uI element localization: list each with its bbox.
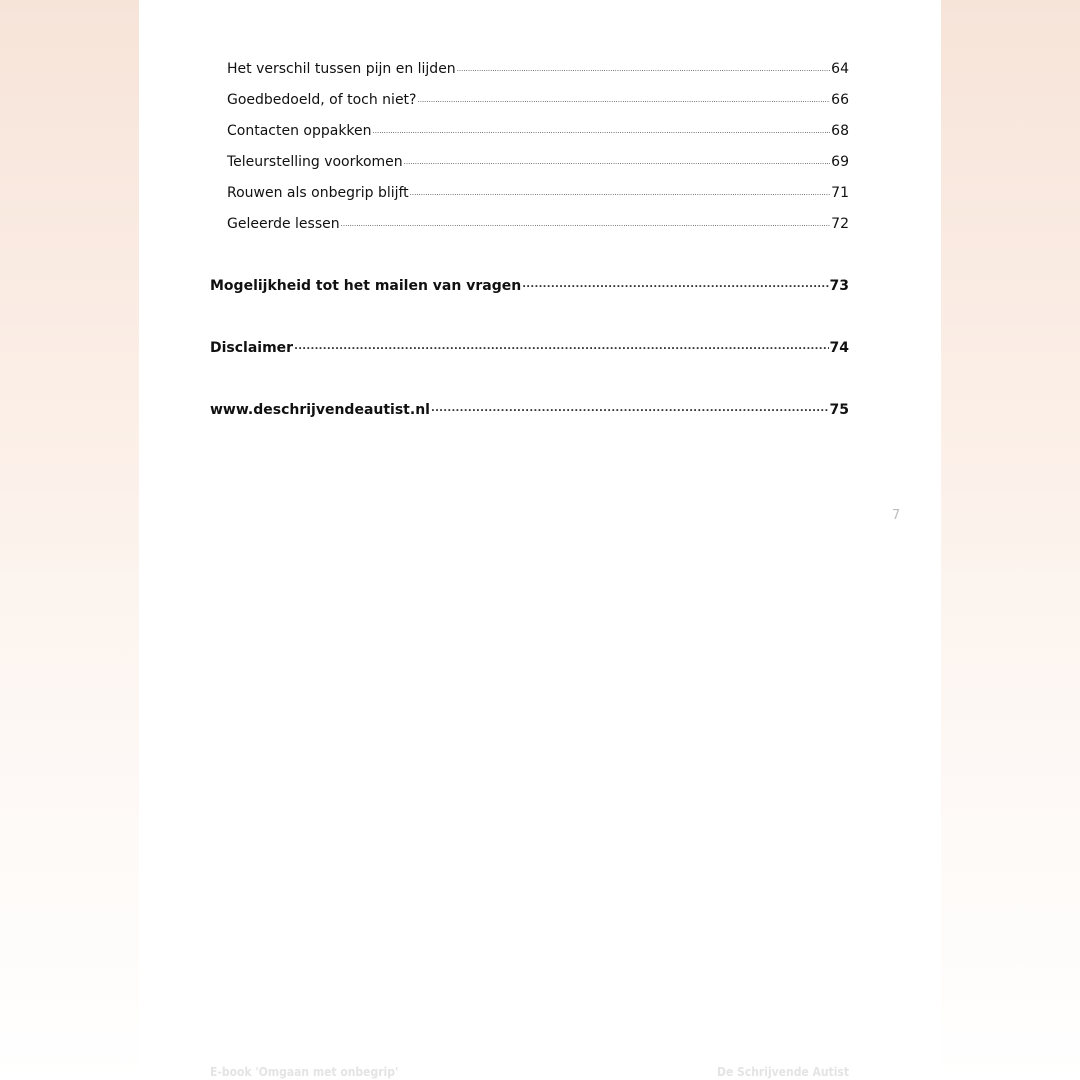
toc-entry-title: Goedbedoeld, of toch niet? (227, 92, 417, 108)
toc-entry[interactable] (227, 90, 849, 108)
footer-book-title: E-book 'Omgaan met onbegrip' (210, 1065, 399, 1079)
toc-entry-title: Contacten oppakken (227, 123, 372, 139)
toc-entry-page: 73 (829, 278, 849, 294)
toc-leader (522, 276, 828, 290)
toc-leader (431, 400, 829, 414)
toc-entry-title: Teleurstelling voorkomen (227, 154, 403, 170)
toc-chapter-entry[interactable] (210, 338, 849, 356)
toc-leader (341, 214, 831, 228)
toc-leader (404, 152, 831, 166)
toc-entry[interactable] (227, 152, 849, 170)
page-number: 7 (892, 508, 901, 523)
toc-chapter-entry[interactable] (210, 276, 849, 294)
toc-leader (457, 59, 830, 73)
toc-entry-title: Geleerde lessen (227, 216, 340, 232)
toc-entry-page: 74 (829, 340, 849, 356)
toc-entry-title: Mogelijkheid tot het mailen van vragen (210, 278, 522, 294)
toc-entry-title: Disclaimer (210, 340, 294, 356)
toc-entry-title: Het verschil tussen pijn en lijden (227, 61, 456, 77)
toc-entry-page: 68 (831, 123, 849, 139)
toc-leader (417, 90, 830, 104)
footer-author: De Schrijvende Autist (717, 1065, 849, 1079)
toc-entry-page: 64 (831, 61, 849, 77)
toc-leader (373, 121, 831, 135)
document-page (139, 0, 941, 1080)
toc-entry-title: Rouwen als onbegrip blijft (227, 185, 409, 201)
toc-leader (294, 338, 828, 352)
toc-leader (410, 183, 831, 197)
toc-entry-page: 69 (831, 154, 849, 170)
toc-entry[interactable] (227, 59, 849, 77)
toc-entry-title: www.deschrijvendeautist.nl (210, 402, 430, 418)
toc-entry-page: 72 (831, 216, 849, 232)
toc-entry-page: 75 (829, 402, 849, 418)
toc-entry[interactable] (227, 121, 849, 139)
toc-chapter-entry[interactable] (210, 400, 849, 418)
toc-entry-page: 66 (831, 92, 849, 108)
toc-entry[interactable] (227, 183, 849, 201)
toc-entry[interactable] (227, 214, 849, 232)
toc-entry-page: 71 (831, 185, 849, 201)
